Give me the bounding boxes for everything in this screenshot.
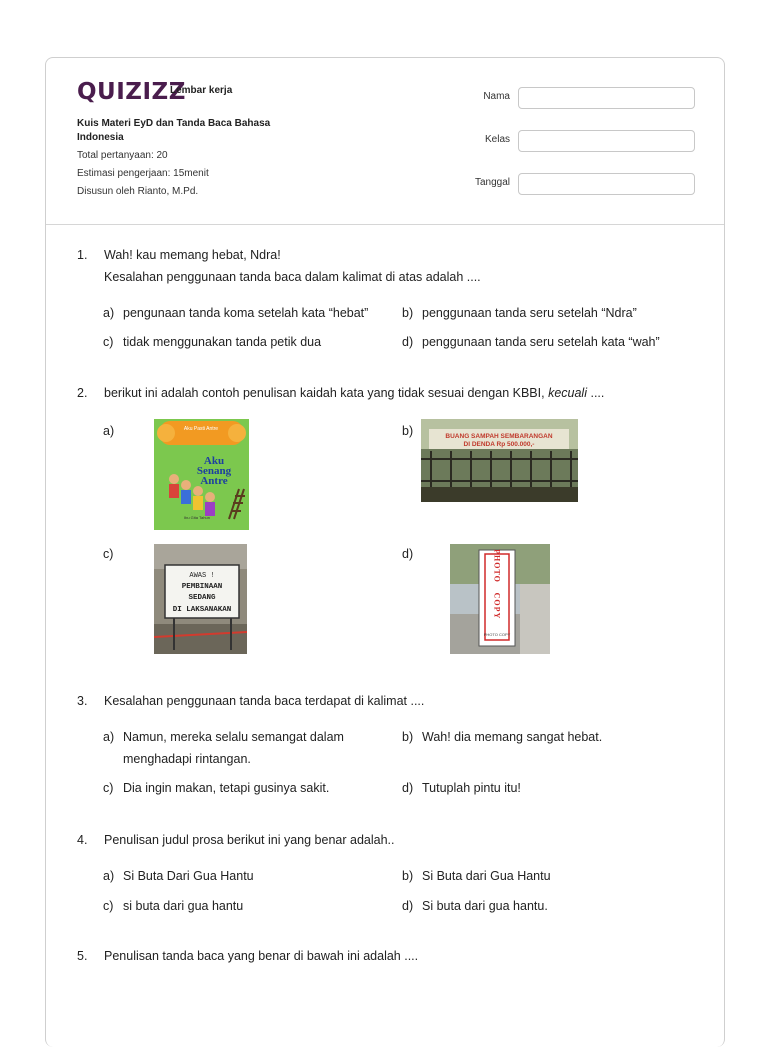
class-label: Kelas: [484, 134, 510, 145]
question-text-emphasis: kecuali: [548, 386, 587, 400]
question-text: Kesalahan penggunaan tanda baca terdapat di kalimat ....: [104, 694, 425, 708]
option-text: Si Buta Dari Gua Hantu: [123, 869, 254, 883]
question-text: Penulisan tanda baca yang benar di bawah ini adalah ....: [104, 949, 419, 963]
worksheet-type: Lembar kerja: [170, 85, 233, 96]
class-input[interactable]: [518, 130, 695, 152]
cover-word-3: Antre: [200, 475, 228, 487]
option-letter: d): [402, 899, 414, 913]
option-2d-letter[interactable]: d): [402, 547, 414, 561]
option-letter: c): [103, 781, 114, 795]
option-text: penggunaan tanda seru setelah kata “wah”: [422, 335, 660, 349]
option-letter: b): [402, 869, 414, 883]
option-text: si buta dari gua hantu: [123, 899, 244, 913]
option-text: Dia ingin makan, tetapi gusinya sakit.: [123, 781, 330, 795]
option-letter: b): [402, 306, 414, 320]
option-letter: c): [103, 899, 114, 913]
question-text: [104, 382, 704, 404]
option-text: penggunaan tanda seru setelah “Ndra”: [422, 306, 637, 320]
sign-line-1: BUANG SAMPAH SEMBARANGAN: [445, 433, 553, 440]
option-letter: d): [402, 781, 414, 795]
option-text: Tutuplah pintu itu!: [422, 781, 521, 795]
garbage-sign-photo: [421, 419, 578, 502]
question-text: Penulisan judul prosa berikut ini yang benar adalah..: [104, 833, 395, 847]
sign-bottom: PHOTO COPY: [483, 632, 511, 637]
total-questions: Total pertanyaan: 20: [77, 150, 168, 161]
date-input[interactable]: [518, 173, 695, 195]
sign-line-1: AWAS !: [189, 572, 215, 580]
option-letter: a): [103, 306, 115, 320]
option-2c-image[interactable]: [154, 544, 247, 654]
option-2b-image[interactable]: [421, 419, 578, 502]
option-2a-image[interactable]: [154, 419, 249, 530]
question-number: 5.: [77, 949, 88, 963]
question-text-main: berikut ini adalah contoh penulisan kaidah kata yang tidak sesuai dengan KBBI,: [104, 386, 545, 400]
question-number: 2.: [77, 386, 88, 400]
sign-line-2: PEMBINAAN: [181, 583, 223, 591]
quizizz-logo: QUIZIZZ: [77, 79, 186, 105]
option-text: Namun, mereka selalu semangat dalam: [123, 730, 344, 744]
warning-sign-photo: [154, 544, 247, 654]
date-label: Tanggal: [474, 177, 510, 188]
sign-line-3: SEDANG: [188, 594, 216, 602]
option-letter: a): [103, 730, 115, 744]
worksheet-header: [46, 58, 724, 225]
question-number: 1.: [77, 248, 88, 262]
option-2a-letter[interactable]: a): [103, 424, 115, 438]
option-letter: d): [402, 335, 414, 349]
quiz-title: Kuis Materi EyD dan Tanda Baca Bahasa Indonesia: [77, 118, 271, 143]
name-input[interactable]: [518, 87, 695, 109]
option-text: Si buta dari gua hantu.: [422, 899, 548, 913]
photocopy-sign-photo: [450, 544, 550, 654]
option-text: pengunaan tanda koma setelah kata “hebat”: [123, 306, 369, 320]
author: Disusun oleh Rianto, M.Pd.: [77, 186, 199, 197]
option-2b-letter[interactable]: b): [402, 424, 414, 438]
option-2c-letter[interactable]: c): [103, 547, 114, 561]
option-text: tidak menggunakan tanda petik dua: [123, 335, 322, 349]
cover-word-2: Senang: [196, 465, 232, 477]
sign-line-2: DI DENDA Rp 500.000,-: [463, 441, 535, 448]
cover-top-text: Aku Pasti Antre: [183, 426, 219, 432]
question-number: 4.: [77, 833, 88, 847]
option-text: Wah! dia memang sangat hebat.: [422, 730, 603, 744]
option-3a[interactable]: [103, 726, 383, 770]
estimated-time: Estimasi pengerjaan: 15menit: [77, 168, 209, 179]
sign-vertical-1: PHOTO: [492, 549, 502, 583]
option-letter: b): [402, 730, 414, 744]
option-letter: c): [103, 335, 114, 349]
question-number: 3.: [77, 694, 88, 708]
option-2d-image[interactable]: [450, 544, 550, 654]
cover-bottom-text: Ibu Gita Tahun: [184, 515, 210, 520]
question-text: Wah! kau memang hebat, Ndra!: [104, 248, 281, 262]
sign-line-4: DI LAKSANAKAN: [172, 606, 232, 614]
book-cover-illustration: [154, 419, 249, 530]
question-text-end: ....: [590, 386, 605, 400]
option-letter: a): [103, 869, 115, 883]
option-text: Si Buta dari Gua Hantu: [422, 869, 551, 883]
cover-word-1: Aku: [203, 455, 225, 467]
option-text-line2: menghadapi rintangan.: [123, 752, 251, 766]
name-label: Nama: [483, 91, 510, 102]
question-text-line2: Kesalahan penggunaan tanda baca dalam kalimat di atas adalah ....: [104, 270, 481, 284]
sign-vertical-2: COPY: [492, 592, 502, 620]
